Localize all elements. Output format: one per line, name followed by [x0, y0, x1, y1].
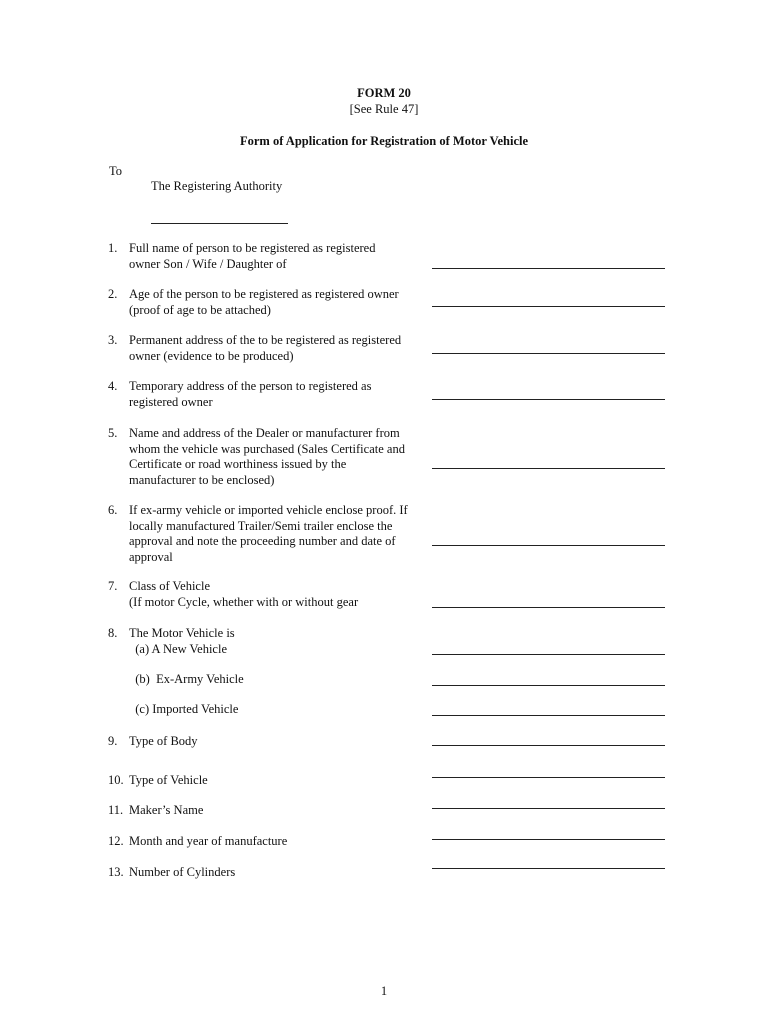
- item-number: 9.: [108, 734, 118, 748]
- item-text-line: (a) A New Vehicle: [129, 641, 228, 656]
- item-number: 11.: [108, 803, 124, 817]
- item-number: 2.: [108, 287, 118, 301]
- item-text: [129, 773, 429, 789]
- item-number: 10.: [108, 773, 124, 787]
- item-number: 1.: [108, 241, 118, 255]
- item-text-line: manufacturer to be enclosed): [129, 472, 275, 487]
- form-number: FORM 20: [357, 86, 411, 100]
- answer-blank-line[interactable]: [432, 399, 665, 400]
- answer-blank-line[interactable]: [432, 868, 665, 869]
- item-text: [129, 834, 429, 850]
- item-text-line: Temporary address of the person to registered as: [129, 379, 372, 393]
- item-text: [129, 333, 429, 364]
- item-text-line: (c) Imported Vehicle: [129, 702, 239, 716]
- item-text-line: approval: [129, 549, 173, 564]
- rule-reference: [See Rule 47]: [349, 102, 419, 116]
- item-text-line: approval and note the proceeding number and date of: [129, 534, 396, 548]
- item-text: [129, 672, 429, 688]
- item-text-line: Permanent address of the to be registered as registered: [129, 333, 402, 347]
- item-text: [129, 702, 429, 718]
- item-text-line: (If motor Cycle, whether with or without gear: [129, 594, 359, 609]
- item-text-line: registered owner: [129, 394, 213, 409]
- item-text: [129, 865, 429, 881]
- item-text-line: Number of Cylinders: [129, 865, 236, 879]
- registering-authority: The Registering Authority: [151, 179, 283, 193]
- authority-blank-line[interactable]: [151, 223, 288, 224]
- item-number: 5.: [108, 426, 118, 440]
- item-text-line: The Motor Vehicle is: [129, 626, 235, 640]
- item-text-line: (proof of age to be attached): [129, 302, 271, 317]
- item-number: 4.: [108, 379, 118, 393]
- item-number: 3.: [108, 333, 118, 347]
- item-number: 12.: [108, 834, 124, 848]
- answer-blank-line[interactable]: [432, 654, 665, 655]
- item-number: 6.: [108, 503, 118, 517]
- item-number: 7.: [108, 579, 118, 593]
- addressee-to: To: [109, 164, 123, 178]
- item-text: [129, 734, 429, 750]
- item-text-line: locally manufactured Trailer/Semi trailer enclose the: [129, 518, 393, 533]
- item-text: [129, 803, 429, 819]
- item-number: 13.: [108, 865, 124, 879]
- item-text: [129, 241, 429, 272]
- answer-blank-line[interactable]: [432, 306, 665, 307]
- item-text: [129, 379, 429, 410]
- item-text-line: Name and address of the Dealer or manufacturer from: [129, 426, 400, 440]
- item-text-line: whom the vehicle was purchased (Sales Certificate and: [129, 441, 405, 456]
- item-text: [129, 287, 429, 318]
- item-text: [129, 579, 429, 610]
- answer-blank-line[interactable]: [432, 808, 665, 809]
- answer-blank-line[interactable]: [432, 715, 665, 716]
- answer-blank-line[interactable]: [432, 777, 665, 778]
- item-text-line: Maker’s Name: [129, 803, 204, 817]
- page-number: 1: [380, 984, 388, 998]
- answer-blank-line[interactable]: [432, 545, 665, 546]
- item-text-line: Full name of person to be registered as registered: [129, 241, 376, 255]
- item-text-line: Class of Vehicle: [129, 579, 211, 593]
- item-number: 8.: [108, 626, 118, 640]
- answer-blank-line[interactable]: [432, 685, 665, 686]
- answer-blank-line[interactable]: [432, 268, 665, 269]
- item-text-line: (b) Ex-Army Vehicle: [129, 672, 244, 686]
- item-text: [129, 426, 429, 488]
- item-text-line: Type of Body: [129, 734, 198, 748]
- answer-blank-line[interactable]: [432, 468, 665, 469]
- item-text-line: If ex-army vehicle or imported vehicle enclose proof. If: [129, 503, 408, 517]
- item-text-line: owner Son / Wife / Daughter of: [129, 256, 287, 271]
- answer-blank-line[interactable]: [432, 353, 665, 354]
- answer-blank-line[interactable]: [432, 839, 665, 840]
- form-title: Form of Application for Registration of Motor Vehicle: [239, 134, 529, 148]
- answer-blank-line[interactable]: [432, 607, 665, 608]
- item-text-line: Certificate or road worthiness issued by the: [129, 457, 347, 471]
- item-text-line: Age of the person to be registered as registered owner: [129, 287, 399, 301]
- item-text: [129, 626, 429, 657]
- item-text-line: owner (evidence to be produced): [129, 348, 294, 363]
- item-text-line: Type of Vehicle: [129, 773, 208, 787]
- item-text-line: Month and year of manufacture: [129, 834, 288, 848]
- answer-blank-line[interactable]: [432, 745, 665, 746]
- item-text: [129, 503, 429, 565]
